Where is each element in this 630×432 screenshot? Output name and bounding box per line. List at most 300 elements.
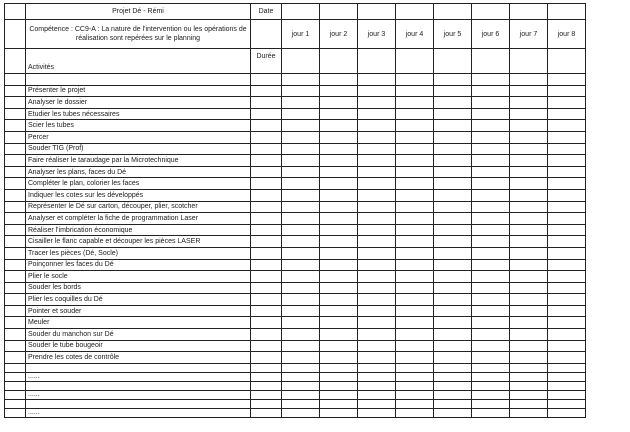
- day-cell: [320, 189, 358, 201]
- day-cell: [434, 294, 472, 306]
- duration-cell: [251, 131, 282, 143]
- day-cell: [282, 155, 320, 167]
- activity-row: [5, 131, 586, 143]
- day-cell: [434, 271, 472, 283]
- day-cell: [320, 381, 358, 390]
- day-cell: [282, 340, 320, 352]
- activity-row: [5, 247, 586, 259]
- activity-label: Analyser les plans, faces du Dé: [26, 166, 251, 178]
- day-cell: [282, 294, 320, 306]
- day-cell: [282, 85, 320, 97]
- day-cell: [320, 155, 358, 167]
- activity-row: [5, 390, 586, 399]
- activity-label: [26, 381, 251, 390]
- day-cell: [358, 131, 396, 143]
- day-cell: [548, 329, 586, 341]
- day-cell: [320, 363, 358, 372]
- day-cell: [434, 224, 472, 236]
- day-cell: [396, 155, 434, 167]
- day-cell: [282, 213, 320, 225]
- day-cell: [320, 372, 358, 381]
- row-index-cell: [5, 131, 26, 143]
- day-cell: [396, 408, 434, 417]
- day-cell: [396, 271, 434, 283]
- day-cell: [396, 317, 434, 329]
- day-cell: [548, 372, 586, 381]
- day-cell: [358, 294, 396, 306]
- day-cell: [548, 74, 586, 86]
- day-cell: [396, 213, 434, 225]
- day-cell: [510, 340, 548, 352]
- day-cell: [472, 131, 510, 143]
- row-index-cell: [5, 143, 26, 155]
- day-cell: [548, 294, 586, 306]
- day-cell: [434, 201, 472, 213]
- title-row: [5, 4, 586, 20]
- day-cell: [282, 305, 320, 317]
- day-cell: [510, 390, 548, 399]
- activity-label: Tracer les pièces (Dé, Socle): [26, 247, 251, 259]
- day-cell: [396, 166, 434, 178]
- day-cell: [472, 372, 510, 381]
- day-cell: [510, 399, 548, 408]
- day-cell: [510, 120, 548, 132]
- day-cell: [548, 224, 586, 236]
- day-cell: [510, 408, 548, 417]
- day-cell: [320, 201, 358, 213]
- day-cell: [282, 97, 320, 109]
- activity-row: [5, 399, 586, 408]
- day-cell: [434, 259, 472, 271]
- day-cell: [548, 189, 586, 201]
- day-cell: [472, 224, 510, 236]
- day-cell: [358, 247, 396, 259]
- row-index-cell: [5, 189, 26, 201]
- day-cell: [510, 271, 548, 283]
- day-cell: [510, 178, 548, 190]
- row-index-cell: [5, 390, 26, 399]
- row-index-cell: [5, 259, 26, 271]
- day-cell: [434, 108, 472, 120]
- day-cell: [510, 143, 548, 155]
- activity-label: Scier les tubes: [26, 120, 251, 132]
- activity-label: Souder du manchon sur Dé: [26, 329, 251, 341]
- day-cell: [548, 259, 586, 271]
- day-cell: [472, 340, 510, 352]
- day-cell: [548, 120, 586, 132]
- day-cell: [548, 213, 586, 225]
- row-index-cell: [5, 236, 26, 248]
- duration-cell: [251, 213, 282, 225]
- day-cell: [510, 85, 548, 97]
- duration-cell: [251, 166, 282, 178]
- day-cell: [510, 201, 548, 213]
- day-cell: [472, 305, 510, 317]
- day-cell: [358, 155, 396, 167]
- day-cell: [510, 97, 548, 109]
- duration-cell: [251, 305, 282, 317]
- activity-row: [5, 352, 586, 364]
- day-cell: [282, 381, 320, 390]
- day-cell: [548, 201, 586, 213]
- activity-label: Souder TIG (Prof): [26, 143, 251, 155]
- day-cell: [396, 329, 434, 341]
- day-cell: [510, 363, 548, 372]
- day-cell: [396, 399, 434, 408]
- day-cell: [510, 189, 548, 201]
- day-cell: [282, 271, 320, 283]
- day-cell: [320, 97, 358, 109]
- day-cell: [472, 97, 510, 109]
- day-cell: [282, 329, 320, 341]
- day-cell: [358, 271, 396, 283]
- day-cell: [472, 363, 510, 372]
- day-cell: [472, 236, 510, 248]
- duration-cell: [251, 259, 282, 271]
- row-index-cell: [5, 294, 26, 306]
- row-index-cell: [5, 201, 26, 213]
- day-cell: [320, 259, 358, 271]
- day-cell: [358, 236, 396, 248]
- day-cell: [510, 224, 548, 236]
- day-cell: [396, 236, 434, 248]
- day-cell: [434, 363, 472, 372]
- day-cell: [434, 97, 472, 109]
- day-cell: [396, 224, 434, 236]
- activity-label: Prendre les cotes de contrôle: [26, 352, 251, 364]
- day-cell: [282, 143, 320, 155]
- activity-label: ......: [26, 390, 251, 399]
- day-cell: [396, 178, 434, 190]
- duration-cell: [251, 390, 282, 399]
- day-cell: [434, 155, 472, 167]
- day-cell: [396, 305, 434, 317]
- day-cell: [434, 166, 472, 178]
- day-cell: [548, 131, 586, 143]
- day-cell: [510, 108, 548, 120]
- day-cell: [320, 340, 358, 352]
- day-cell: [282, 247, 320, 259]
- project-title: Projet Dé - Rémi: [26, 4, 251, 20]
- day-cell: [472, 259, 510, 271]
- day-cell: [472, 381, 510, 390]
- activity-row: [5, 372, 586, 381]
- day-cell: [434, 85, 472, 97]
- activity-label: Faire réaliser le taraudage par la Microtechnique: [26, 155, 251, 167]
- day-cell: [396, 363, 434, 372]
- day-cell: [396, 352, 434, 364]
- duration-cell: [251, 372, 282, 381]
- activity-row: [5, 236, 586, 248]
- activity-row: [5, 120, 586, 132]
- day-cell: [472, 399, 510, 408]
- activity-row: [5, 408, 586, 417]
- day-cell: [548, 282, 586, 294]
- duration-cell: [251, 340, 282, 352]
- day-cell: [282, 317, 320, 329]
- day-header: jour 4: [396, 20, 434, 49]
- day-cell: [510, 372, 548, 381]
- day-cell: [282, 74, 320, 86]
- day-cell: [358, 390, 396, 399]
- activity-row: [5, 224, 586, 236]
- day-cell: [282, 282, 320, 294]
- day-cell: [358, 352, 396, 364]
- activity-row: [5, 340, 586, 352]
- day-cell: [358, 259, 396, 271]
- day-cell: [282, 390, 320, 399]
- activity-label: Cisailler le flanc capable et découper les pièces LASER: [26, 236, 251, 248]
- day-cell: [320, 143, 358, 155]
- row-index-cell: [5, 166, 26, 178]
- day-cell: [472, 294, 510, 306]
- activity-row: [5, 363, 586, 372]
- day-cell: [548, 363, 586, 372]
- day-cell: [434, 390, 472, 399]
- day-cell: [472, 74, 510, 86]
- day-cell: [282, 352, 320, 364]
- day-cell: [396, 381, 434, 390]
- day-cell: [548, 97, 586, 109]
- day-header: jour 2: [320, 20, 358, 49]
- row-index-cell: [5, 372, 26, 381]
- day-cell: [472, 178, 510, 190]
- day-cell: [434, 178, 472, 190]
- activity-label: Etudier les tubes nécessaires: [26, 108, 251, 120]
- activity-row: [5, 259, 586, 271]
- day-cell: [320, 271, 358, 283]
- day-cell: [358, 329, 396, 341]
- day-cell: [434, 408, 472, 417]
- day-cell: [510, 166, 548, 178]
- day-cell: [472, 85, 510, 97]
- day-cell: [472, 189, 510, 201]
- activities-header: Activités: [26, 49, 251, 74]
- row-index-cell: [5, 108, 26, 120]
- day-cell: [510, 317, 548, 329]
- activity-row: [5, 143, 586, 155]
- day-cell: [396, 97, 434, 109]
- day-cell: [358, 74, 396, 86]
- day-cell: [358, 305, 396, 317]
- day-cell: [282, 108, 320, 120]
- day-cell: [548, 408, 586, 417]
- duration-cell: [251, 201, 282, 213]
- day-cell: [320, 108, 358, 120]
- day-cell: [320, 236, 358, 248]
- day-cell: [320, 120, 358, 132]
- duration-cell: [251, 143, 282, 155]
- day-cell: [510, 352, 548, 364]
- row-index-cell: [5, 213, 26, 225]
- day-cell: [434, 74, 472, 86]
- day-cell: [434, 305, 472, 317]
- day-cell: [282, 120, 320, 132]
- day-cell: [358, 166, 396, 178]
- day-cell: [434, 372, 472, 381]
- day-cell: [434, 120, 472, 132]
- day-cell: [472, 120, 510, 132]
- activity-label: Souder les bords: [26, 282, 251, 294]
- day-cell: [396, 247, 434, 259]
- day-cell: [472, 390, 510, 399]
- activity-label: Analyser le dossier: [26, 97, 251, 109]
- day-cell: [358, 201, 396, 213]
- row-index-cell: [5, 155, 26, 167]
- day-cell: [472, 108, 510, 120]
- day-cell: [358, 120, 396, 132]
- day-cell: [548, 305, 586, 317]
- duration-cell: [251, 85, 282, 97]
- day-cell: [358, 178, 396, 190]
- day-cell: [396, 74, 434, 86]
- duration-cell: [251, 120, 282, 132]
- day-cell: [320, 317, 358, 329]
- duration-cell: [251, 294, 282, 306]
- day-cell: [358, 189, 396, 201]
- activity-label: Pointer et souder: [26, 305, 251, 317]
- day-cell: [434, 143, 472, 155]
- duration-cell: [251, 399, 282, 408]
- row-index-cell: [5, 352, 26, 364]
- day-cell: [472, 247, 510, 259]
- day-cell: [510, 282, 548, 294]
- day-cell: [358, 399, 396, 408]
- day-cell: [434, 352, 472, 364]
- day-cell: [396, 282, 434, 294]
- duration-cell: [251, 329, 282, 341]
- day-cell: [510, 74, 548, 86]
- day-cell: [548, 166, 586, 178]
- day-cell: [358, 224, 396, 236]
- row-index-cell: [5, 224, 26, 236]
- day-cell: [358, 317, 396, 329]
- day-cell: [282, 166, 320, 178]
- day-cell: [320, 178, 358, 190]
- day-cell: [282, 372, 320, 381]
- day-cell: [358, 97, 396, 109]
- duration-cell: [251, 381, 282, 390]
- planning-table: [4, 3, 586, 418]
- duration-cell: [251, 224, 282, 236]
- day-cell: [434, 329, 472, 341]
- day-cell: [358, 363, 396, 372]
- activity-label: ......: [26, 408, 251, 417]
- day-cell: [472, 201, 510, 213]
- row-index-cell: [5, 317, 26, 329]
- day-cell: [548, 390, 586, 399]
- day-header: jour 5: [434, 20, 472, 49]
- day-cell: [396, 189, 434, 201]
- day-cell: [396, 85, 434, 97]
- day-cell: [396, 259, 434, 271]
- day-cell: [282, 259, 320, 271]
- activity-row: [5, 213, 586, 225]
- day-cell: [434, 131, 472, 143]
- row-index-cell: [5, 120, 26, 132]
- activity-label: Analyser et compléter la fiche de programmation Laser: [26, 213, 251, 225]
- activity-row: [5, 189, 586, 201]
- day-cell: [548, 381, 586, 390]
- day-cell: [548, 399, 586, 408]
- activity-label: [26, 363, 251, 372]
- day-cell: [548, 155, 586, 167]
- day-cell: [358, 108, 396, 120]
- day-cell: [320, 213, 358, 225]
- day-cell: [282, 189, 320, 201]
- duration-cell: [251, 74, 282, 86]
- day-cell: [548, 317, 586, 329]
- day-cell: [396, 340, 434, 352]
- day-cell: [472, 317, 510, 329]
- day-cell: [434, 317, 472, 329]
- activity-label: Indiquer les cotes sur les développés: [26, 189, 251, 201]
- day-cell: [510, 381, 548, 390]
- day-cell: [472, 408, 510, 417]
- activity-row: [5, 329, 586, 341]
- day-cell: [320, 224, 358, 236]
- day-cell: [282, 131, 320, 143]
- duration-cell: [251, 189, 282, 201]
- row-index-cell: [5, 74, 26, 86]
- day-header: jour 6: [472, 20, 510, 49]
- activity-label: Poinçonner les faces du Dé: [26, 259, 251, 271]
- day-cell: [472, 143, 510, 155]
- duration-cell: [251, 282, 282, 294]
- day-cell: [472, 155, 510, 167]
- day-cell: [396, 201, 434, 213]
- day-cell: [434, 282, 472, 294]
- activity-row: [5, 282, 586, 294]
- day-cell: [434, 236, 472, 248]
- day-cell: [320, 329, 358, 341]
- day-cell: [548, 85, 586, 97]
- day-cell: [320, 131, 358, 143]
- day-cell: [548, 236, 586, 248]
- day-cell: [282, 399, 320, 408]
- date-header: Date: [251, 4, 282, 20]
- row-index-cell: [5, 178, 26, 190]
- duration-cell: [251, 97, 282, 109]
- day-cell: [282, 363, 320, 372]
- day-cell: [434, 213, 472, 225]
- duration-cell: [251, 408, 282, 417]
- day-cell: [548, 143, 586, 155]
- activity-label: Meuler: [26, 317, 251, 329]
- day-cell: [320, 74, 358, 86]
- day-cell: [548, 271, 586, 283]
- day-cell: [472, 271, 510, 283]
- column-header-row: [5, 49, 586, 74]
- day-cell: [320, 408, 358, 417]
- day-cell: [358, 85, 396, 97]
- activity-label: Plier les coquilles du Dé: [26, 294, 251, 306]
- row-index-cell: [5, 271, 26, 283]
- day-cell: [396, 372, 434, 381]
- duration-cell: [251, 178, 282, 190]
- day-cell: [358, 408, 396, 417]
- duration-cell: [251, 271, 282, 283]
- activity-row: [5, 178, 586, 190]
- day-cell: [472, 282, 510, 294]
- day-cell: [472, 352, 510, 364]
- activity-label: Percer: [26, 131, 251, 143]
- day-cell: [510, 329, 548, 341]
- day-cell: [396, 120, 434, 132]
- duration-cell: [251, 363, 282, 372]
- day-cell: [510, 213, 548, 225]
- day-cell: [320, 352, 358, 364]
